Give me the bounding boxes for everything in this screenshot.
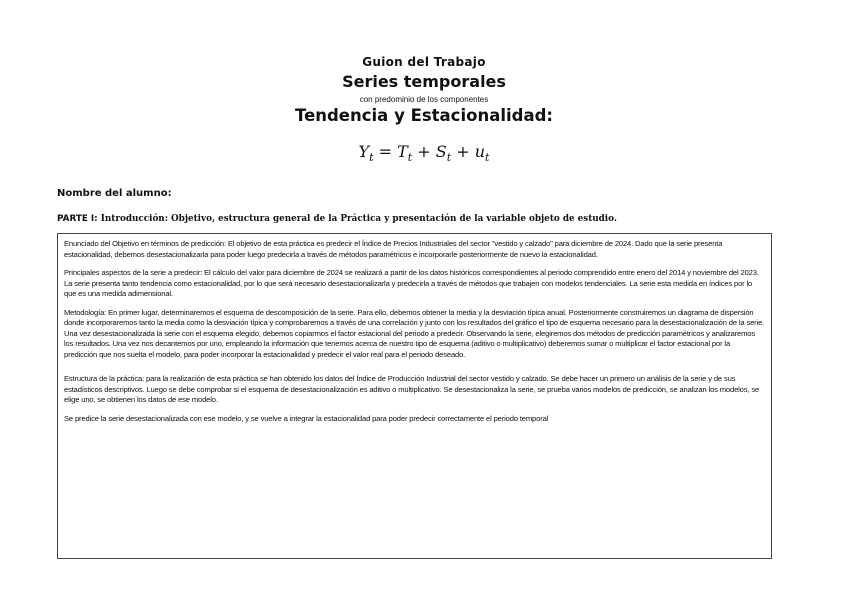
part-one-text: Introducción: Objetivo, estructura general de la Práctica y presentación de la variable objeto de estudio. (97, 214, 617, 224)
formula-error-sub: t (485, 151, 490, 165)
components-title: Tendencia y Estacionalidad: (295, 106, 553, 125)
prediction-paragraph: Se predice la serie desestacionalizada con ese modelo, y se vuelve a integrar la estacionalidad para poder predecir correctamente el periodo temporal (64, 413, 549, 423)
formula-seasonal: S (435, 142, 447, 161)
part-one-heading (57, 214, 617, 224)
student-name-label: Nombre del alumno: (57, 188, 172, 199)
document-heading: Guion del Trabajo (362, 55, 486, 69)
formula-plus-1: + (412, 142, 436, 161)
formula-lhs-sub: t (369, 151, 374, 165)
methodology-paragraph: Metodología: En primer lugar, determinaremos el esquema de descomposición de la serie. Para ello, debemos obtener la media y la desviación típica anual. Posteriormente construiremos un diagrama de dispersión donde incorporaremos tanto la media como la desviación típica y comprobaremos a través de una correlación y junto con los resultados del gráfico el tipo de esquema necesario para la desestacionalización de la serie. Una vez desestacionalizada la serie con el esquema elegido, debemos copiarmos el factor estacional del periodo a predecir. Observando la serie, elegiremos dos métodos de predicción paramétricos y analizaremos los resultados. Una vez nos decantemos por uno, empleando la información que tenemos acerca de nuestro tipo de esquema (aditivo o multiplicativo) deberemos sumar o multiplicar el factor estacional por la predicción que nos suelta el modelo, para poder incorporar la estacionalidad y predecir el valor real para el periodo deseado. (64, 307, 765, 359)
formula-error: u (474, 142, 486, 161)
formula-lhs: Y (358, 142, 370, 161)
decomposition-formula (0, 142, 848, 164)
document-subtitle: con predominio de los componentes (359, 95, 489, 104)
formula-trend-sub: t (407, 151, 413, 165)
structure-paragraph: Estructura de la práctica: para la realización de esta práctica se han obtenido los datos del Índice de Producción Industrial del sector vestido y calzado. Se debe hacer un primero un análisis de la serie y de sus estadísticos descriptivos. Luego se debe comprobar si el esquema de desestacionalización es aditivo o multiplicativo. Se desestacionaliza la serie, se prueba varios modelos de predicción, se analizan los modelos, se elige uno, se obtienen los datos de ese modelo. (64, 374, 760, 404)
introduction-text-box (57, 233, 772, 559)
part-one-label: PARTE I: (57, 214, 98, 224)
formula-seasonal-sub: t (446, 151, 452, 165)
objective-paragraph: Enunciado del Objetivo en términos de predicción: El objetivo de esta práctica es predecir el Índice de Precios Industriales del sector "vestido y calzado" para diciembre de 2024. Dado que la serie presenta estacionalidad, debemos desestacionalizarla para poder luego predecirla a través de métodos paramétricos e incorporarle posteriormente de nuevo la estacionalidad. (64, 239, 723, 259)
document-title: Series temporales (342, 72, 506, 91)
formula-trend: T (397, 142, 408, 161)
formula-equals: = (373, 142, 398, 161)
formula-plus-2: + (451, 142, 475, 161)
series-aspects-paragraph: Principales aspectos de la serie a predecir: El cálculo del valor para diciembre de 2024 se realizará a partir de los datos históricos correspondientes al periodo comprendido entre enero del 2014 y noviembre del 2023. La serie presenta tanto tendencia como estacionalidad, por lo que será necesario desestacionalizarla y predecirla a través de métodos que trabajen con modelos tendenciales. La serie esta medida en índices por lo que es una medida adimensional. (64, 268, 759, 298)
